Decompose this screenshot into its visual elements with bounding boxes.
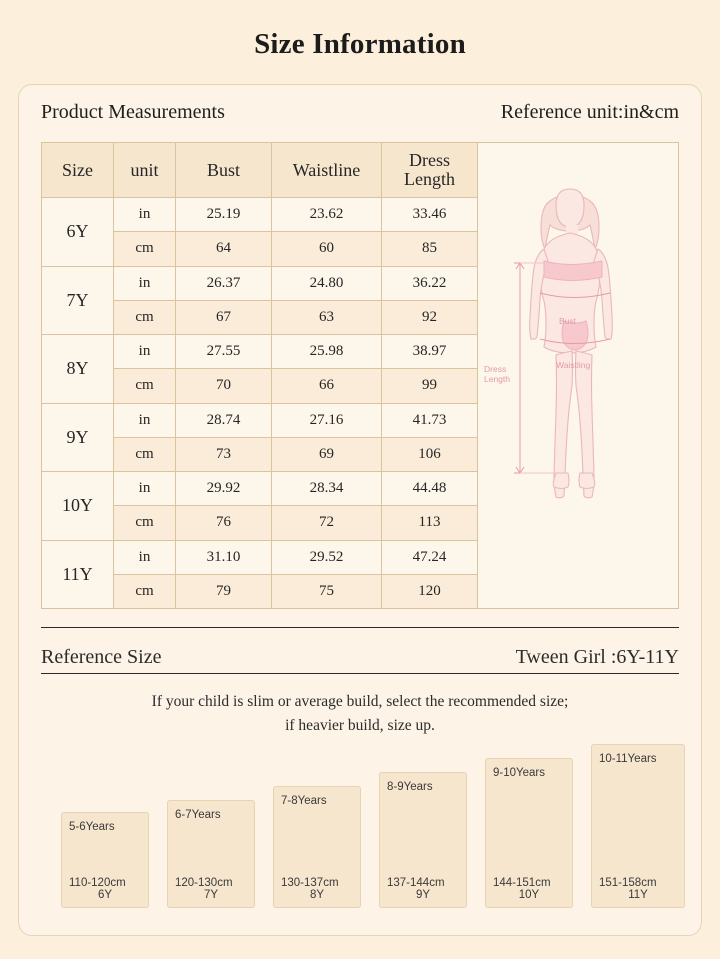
figure-dress-length-label: Dress Length xyxy=(484,364,510,384)
cell-unit: cm xyxy=(114,369,176,403)
cell-dress: 44.48 xyxy=(382,472,478,506)
list-item xyxy=(591,744,685,908)
list-item xyxy=(167,800,255,908)
product-measurements-header xyxy=(19,85,701,130)
cell-unit: cm xyxy=(114,300,176,334)
cell-waist: 75 xyxy=(272,574,382,608)
cell-waist: 69 xyxy=(272,437,382,471)
cell-bust: 28.74 xyxy=(176,403,272,437)
cell-bust: 64 xyxy=(176,232,272,266)
chip-age: 10-11Years xyxy=(599,753,657,766)
cell-waist: 60 xyxy=(272,232,382,266)
cell-dress: 33.46 xyxy=(382,198,478,232)
reference-size-header xyxy=(19,628,701,675)
chip-size: 9Y xyxy=(415,889,431,902)
chip-height: 151-158cm xyxy=(599,877,657,890)
cell-bust: 29.92 xyxy=(176,472,272,506)
cell-unit: in xyxy=(114,198,176,232)
cell-size: 6Y xyxy=(42,198,114,267)
chip-height: 120-130cm xyxy=(175,877,233,890)
chip-age: 6-7Years xyxy=(175,809,221,822)
chip-height: 130-137cm xyxy=(281,877,339,890)
header-unit: unit xyxy=(114,143,176,198)
cell-unit: cm xyxy=(114,232,176,266)
cell-unit: cm xyxy=(114,437,176,471)
chip-age: 7-8Years xyxy=(281,795,327,808)
chip-age: 8-9Years xyxy=(387,781,433,794)
figure-waistline-label: Waistling xyxy=(556,360,591,370)
chip-height: 110-120cm xyxy=(69,877,126,890)
chip-height: 137-144cm xyxy=(387,877,445,890)
chip-age: 5-6Years xyxy=(69,821,115,834)
cell-waist: 66 xyxy=(272,369,382,403)
cell-bust: 70 xyxy=(176,369,272,403)
table-row xyxy=(42,335,478,369)
cell-dress: 47.24 xyxy=(382,540,478,574)
cell-unit: cm xyxy=(114,574,176,608)
cell-unit: in xyxy=(114,335,176,369)
cell-waist: 29.52 xyxy=(272,540,382,574)
cell-dress: 85 xyxy=(382,232,478,266)
chip-size: 7Y xyxy=(203,889,219,902)
header-bust: Bust xyxy=(176,143,272,198)
cell-bust: 73 xyxy=(176,437,272,471)
cell-dress: 106 xyxy=(382,437,478,471)
cell-dress: 36.22 xyxy=(382,266,478,300)
age-height-chart xyxy=(41,744,679,914)
header-waistline: Waistline xyxy=(272,143,382,198)
tween-girl-range-label: Tween Girl :6Y-11Y xyxy=(515,646,679,668)
table-header-row xyxy=(42,143,478,198)
cell-waist: 24.80 xyxy=(272,266,382,300)
chip-age: 9-10Years xyxy=(493,767,546,780)
chip-size: 10Y xyxy=(518,889,540,902)
table-row xyxy=(42,198,478,232)
cell-size: 7Y xyxy=(42,266,114,335)
cell-unit: in xyxy=(114,540,176,574)
cell-dress: 99 xyxy=(382,369,478,403)
cell-waist: 27.16 xyxy=(272,403,382,437)
reference-size-label: Reference Size xyxy=(41,646,162,668)
cell-waist: 28.34 xyxy=(272,472,382,506)
measurement-figure xyxy=(478,142,679,609)
chip-size: 8Y xyxy=(309,889,325,902)
header-dress-length: Dress Length xyxy=(382,143,478,198)
cell-bust: 76 xyxy=(176,506,272,540)
cell-dress: 92 xyxy=(382,300,478,334)
cell-waist: 23.62 xyxy=(272,198,382,232)
cell-waist: 25.98 xyxy=(272,335,382,369)
list-item xyxy=(485,758,573,908)
cell-dress: 120 xyxy=(382,574,478,608)
cell-dress: 113 xyxy=(382,506,478,540)
info-card xyxy=(18,84,702,936)
cell-unit: in xyxy=(114,472,176,506)
cell-waist: 63 xyxy=(272,300,382,334)
page-title: Size Information xyxy=(254,28,466,60)
chip-size: 6Y xyxy=(97,889,113,902)
cell-size: 11Y xyxy=(42,540,114,609)
cell-unit: in xyxy=(114,403,176,437)
product-measurements-label: Product Measurements xyxy=(41,101,225,123)
cell-dress: 41.73 xyxy=(382,403,478,437)
measurements-table xyxy=(41,142,478,609)
cell-bust: 67 xyxy=(176,300,272,334)
cell-bust: 79 xyxy=(176,574,272,608)
list-item xyxy=(273,786,361,908)
cell-bust: 31.10 xyxy=(176,540,272,574)
table-row xyxy=(42,403,478,437)
cell-size: 9Y xyxy=(42,403,114,472)
list-item xyxy=(379,772,467,908)
cell-bust: 27.55 xyxy=(176,335,272,369)
fit-note-line-2: if heavier build, size up. xyxy=(285,717,435,735)
cell-unit: cm xyxy=(114,506,176,540)
cell-dress: 38.97 xyxy=(382,335,478,369)
table-row xyxy=(42,266,478,300)
measurements-block xyxy=(41,142,679,609)
cell-unit: in xyxy=(114,266,176,300)
fit-note xyxy=(19,674,701,738)
list-item xyxy=(61,812,149,908)
fit-note-line-1: If your child is slim or average build, select the recommended size; xyxy=(151,693,569,710)
reference-unit-label: Reference unit:in&cm xyxy=(500,101,679,123)
figure-bust-label: Bust xyxy=(559,316,577,326)
cell-size: 10Y xyxy=(42,472,114,541)
header-size: Size xyxy=(42,143,114,198)
chip-size: 11Y xyxy=(628,889,648,902)
chip-height: 144-151cm xyxy=(493,877,551,890)
cell-size: 8Y xyxy=(42,335,114,404)
cell-bust: 26.37 xyxy=(176,266,272,300)
table-row xyxy=(42,472,478,506)
table-row xyxy=(42,540,478,574)
cell-bust: 25.19 xyxy=(176,198,272,232)
cell-waist: 72 xyxy=(272,506,382,540)
